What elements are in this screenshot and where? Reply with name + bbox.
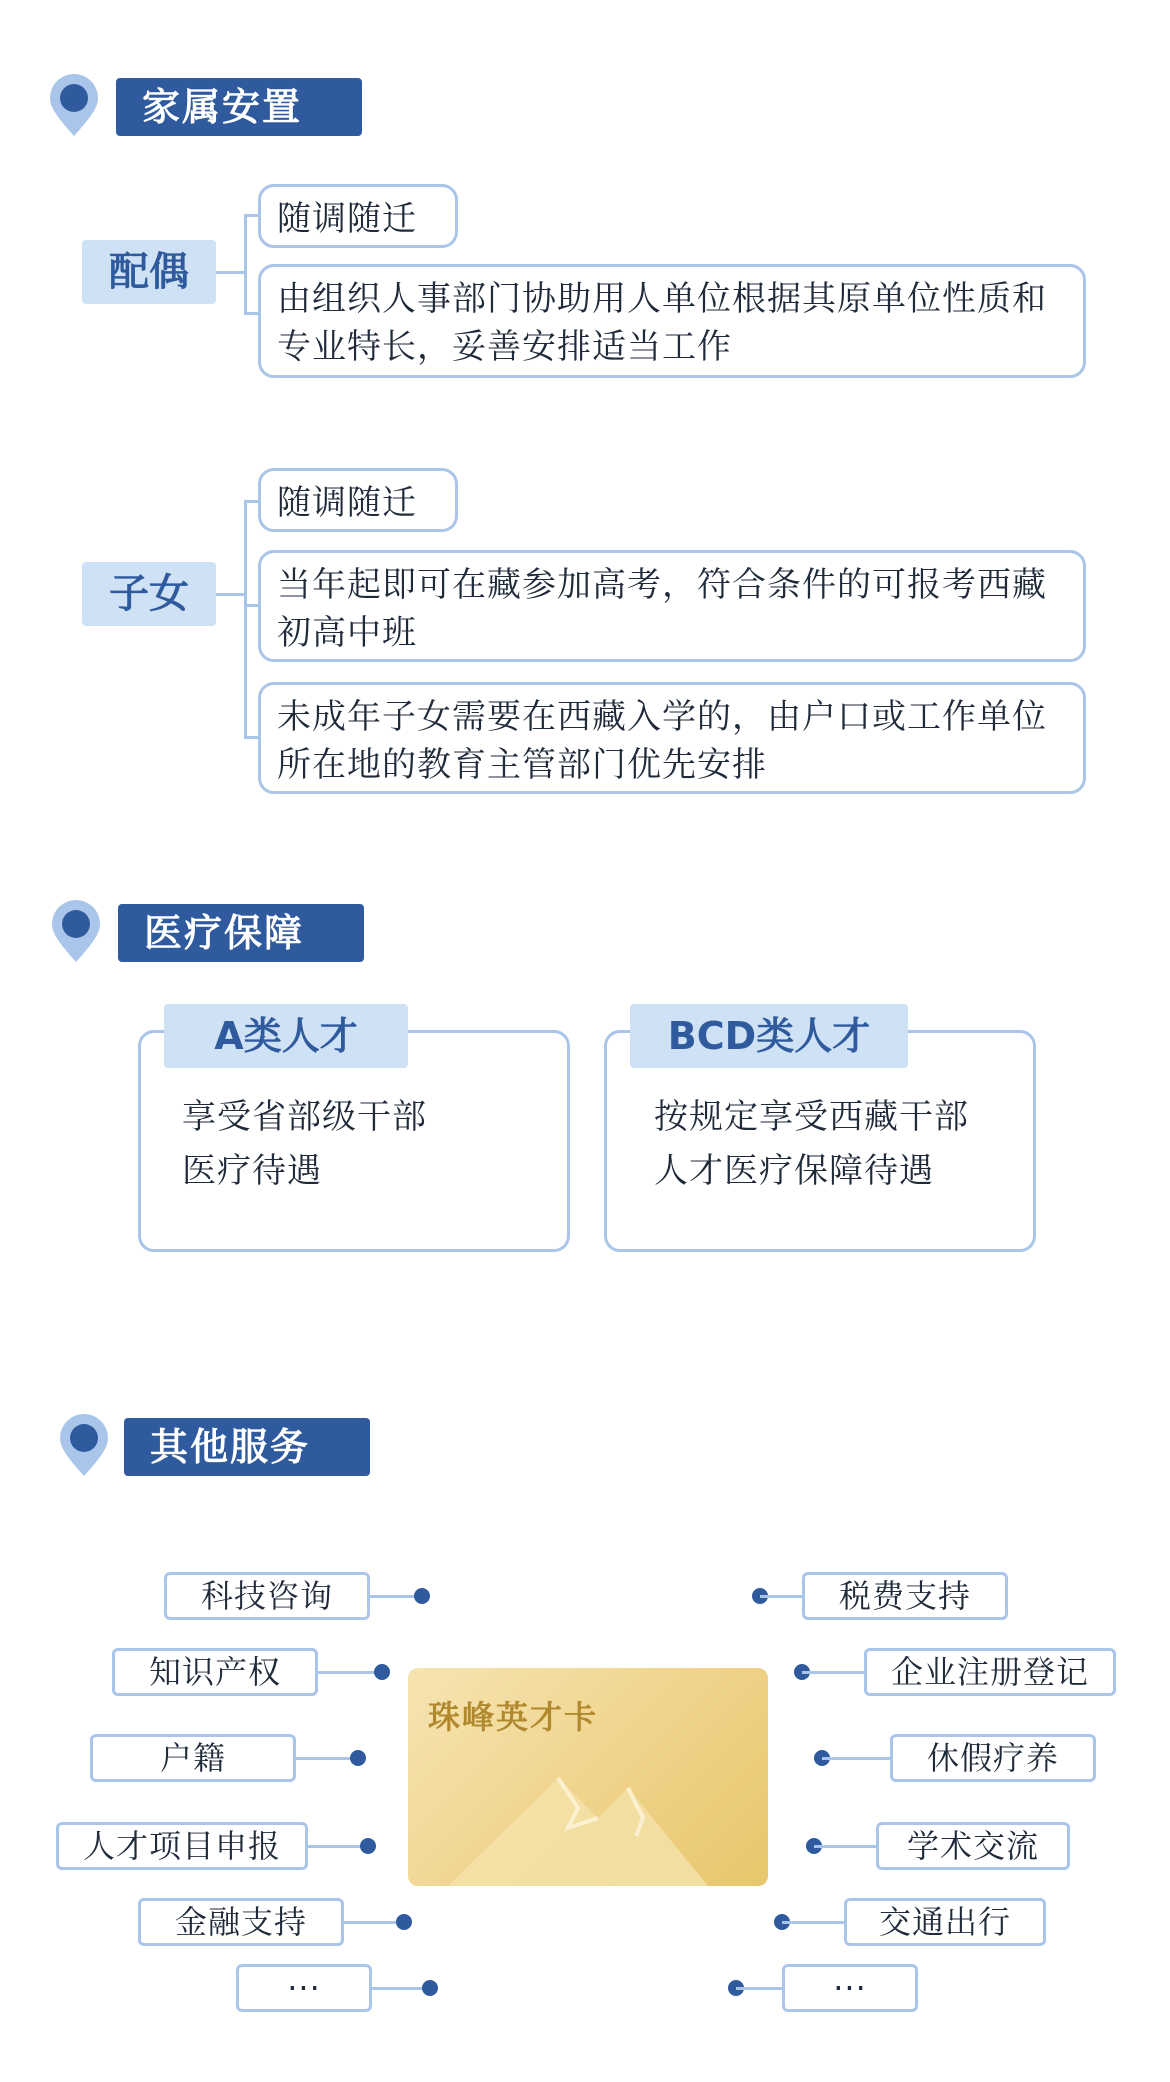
- children-item-1: 随调随迁: [258, 468, 458, 532]
- service-tax[interactable]: 税费支持: [802, 1572, 1008, 1620]
- section-title-medical: 医疗保障: [118, 904, 364, 962]
- connector: [782, 1921, 844, 1924]
- location-pin-icon: [48, 900, 104, 964]
- medical-tab-a: A类人才: [164, 1004, 408, 1068]
- spouse-item-1: 随调随迁: [258, 184, 458, 248]
- location-pin-icon: [56, 1414, 112, 1478]
- connector: [814, 1845, 876, 1848]
- service-transport[interactable]: 交通出行: [844, 1898, 1046, 1946]
- connector: [244, 500, 258, 503]
- connector-dot: [360, 1838, 376, 1854]
- service-household[interactable]: 户籍: [90, 1734, 296, 1782]
- connector-dot: [374, 1664, 390, 1680]
- connector: [760, 1595, 802, 1598]
- service-tech-consulting[interactable]: 科技咨询: [164, 1572, 370, 1620]
- medical-text-a-2: 医疗待遇: [182, 1151, 322, 1191]
- connector: [344, 1921, 404, 1924]
- connector: [244, 214, 258, 217]
- medical-tab-bcd: BCD类人才: [630, 1004, 908, 1068]
- connector: [244, 604, 258, 607]
- section-title-other: 其他服务: [124, 1418, 370, 1476]
- connector: [244, 500, 247, 738]
- connector: [318, 1671, 382, 1674]
- connector-dot: [350, 1750, 366, 1766]
- chip-children: 子女: [82, 562, 216, 626]
- connector: [802, 1671, 864, 1674]
- service-vacation[interactable]: 休假疗养: [890, 1734, 1096, 1782]
- connector: [244, 312, 258, 315]
- connector: [244, 214, 247, 314]
- connector-dot: [396, 1914, 412, 1930]
- service-company-registration[interactable]: 企业注册登记: [864, 1648, 1116, 1696]
- connector: [244, 736, 258, 739]
- service-more-left[interactable]: ···: [236, 1964, 372, 2012]
- talent-card: [408, 1668, 768, 1886]
- children-item-3: 未成年子女需要在西藏入学的，由户口或工作单位所在地的教育主管部门优先安排: [258, 682, 1086, 794]
- service-finance[interactable]: 金融支持: [138, 1898, 344, 1946]
- connector: [216, 593, 244, 596]
- connector: [736, 1987, 782, 1990]
- service-talent-project[interactable]: 人才项目申报: [56, 1822, 308, 1870]
- section-title-family: 家属安置: [116, 78, 362, 136]
- connector-dot: [414, 1588, 430, 1604]
- chip-spouse: 配偶: [82, 240, 216, 304]
- location-pin-icon: [46, 74, 102, 138]
- connector: [822, 1757, 890, 1760]
- spouse-item-2: 由组织人事部门协助用人单位根据其原单位性质和专业特长，妥善安排适当工作: [258, 264, 1086, 378]
- connector-dot: [422, 1980, 438, 1996]
- connector: [216, 271, 244, 274]
- service-ip[interactable]: 知识产权: [112, 1648, 318, 1696]
- medical-text-bcd-2: 人才医疗保障待遇: [654, 1151, 934, 1191]
- talent-card-title: 珠峰英才卡: [428, 1698, 599, 1736]
- service-academic[interactable]: 学术交流: [876, 1822, 1070, 1870]
- medical-text-a-1: 享受省部级干部: [182, 1097, 427, 1137]
- medical-text-bcd-1: 按规定享受西藏干部: [654, 1097, 969, 1137]
- children-item-2: 当年起即可在藏参加高考，符合条件的可报考西藏初高中班: [258, 550, 1086, 662]
- service-more-right[interactable]: ···: [782, 1964, 918, 2012]
